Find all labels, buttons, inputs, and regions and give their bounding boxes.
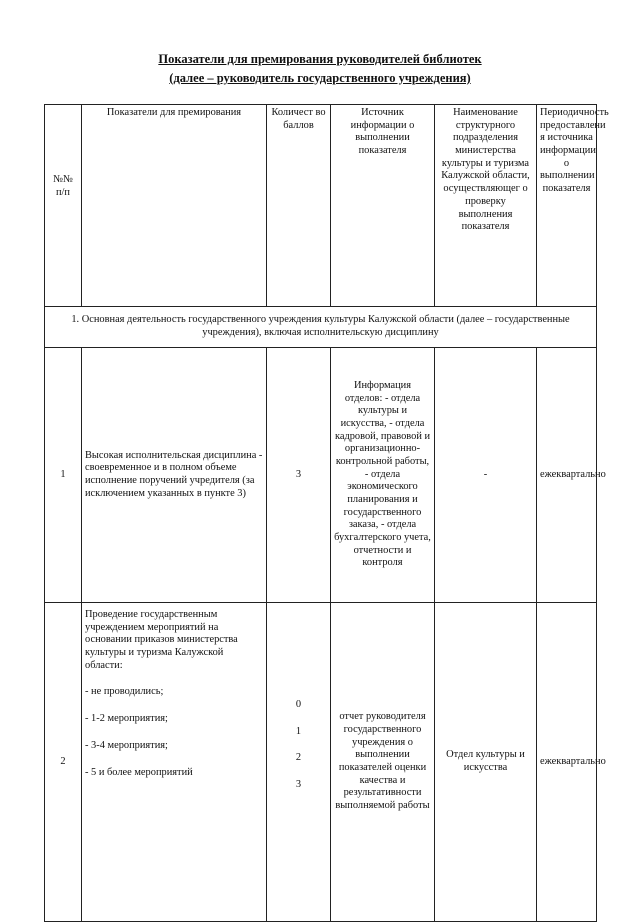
row2-period: ежеквартально bbox=[537, 603, 597, 922]
header-indicators: Показатели для премирования bbox=[82, 105, 267, 307]
row2-option: - 5 и более мероприятий bbox=[85, 766, 193, 778]
row2-option-points: 1 bbox=[295, 725, 302, 737]
row2-option: - 1-2 мероприятия; bbox=[85, 713, 168, 725]
row2-option: - 3-4 мероприятия; bbox=[85, 739, 168, 751]
row1-indicator: Высокая исполнительская дисциплина - своевременное и в полном объеме исполнение поручений учредителя (за исключением указанных в пункте 3) bbox=[82, 348, 267, 603]
table-row bbox=[45, 603, 597, 922]
table-row bbox=[45, 348, 597, 603]
indicators-table bbox=[44, 104, 609, 922]
row2-option-points: 2 bbox=[295, 752, 302, 764]
document-title-line2: (далее – руководитель государственного учреждения) bbox=[169, 71, 471, 85]
row2-indicator bbox=[82, 603, 267, 922]
header-points: Количест во баллов bbox=[267, 105, 331, 307]
row2-option-points: 3 bbox=[295, 779, 302, 791]
header-num: №№ п/п bbox=[45, 105, 82, 307]
table-header-row bbox=[45, 105, 597, 307]
row2-division: Отдел культуры и искусства bbox=[435, 603, 537, 922]
row1-division: - bbox=[435, 348, 537, 603]
row1-source: Информация отделов: - отдела культуры и искусства, - отдела кадровой, правовой и организационно-контрольной работы, - отдела экономического планирования и государственного заказа, - отдела бухгалтерского учета, отчетности и контроля bbox=[331, 348, 435, 603]
row2-points bbox=[267, 603, 331, 922]
header-division: Наименование структурного подразделения министерства культуры и туризма Калужской области, осуществляющег о проверку выполнения показателя bbox=[435, 105, 537, 307]
document-title-line1: Показатели для премирования руководителей библиотек bbox=[158, 52, 482, 66]
header-period: Периодичность предоставлени я источника информации о выполнении показателя bbox=[537, 105, 597, 307]
row1-points: 3 bbox=[267, 348, 331, 603]
row1-period: ежеквартально bbox=[537, 348, 597, 603]
header-source: Источник информации о выполнении показателя bbox=[331, 105, 435, 307]
section-row bbox=[45, 307, 597, 348]
row1-num: 1 bbox=[45, 348, 82, 603]
row2-option: - не проводились; bbox=[85, 686, 164, 698]
row2-num: 2 bbox=[45, 603, 82, 922]
section-1-title: 1. Основная деятельность государственного учреждения культуры Калужской области (далее – государственные учреждения), включая исполнительскую дисциплину bbox=[45, 307, 597, 348]
row2-indicator-intro: Проведение государственным учреждением мероприятий на основании приказов министерства культуры и туризма Калужской области: bbox=[85, 609, 238, 671]
row2-option-points: 0 bbox=[295, 699, 302, 710]
row2-source: отчет руководителя государственного учреждения о выполнении показателей оценки качества и результативности выполняемой работы bbox=[331, 603, 435, 922]
